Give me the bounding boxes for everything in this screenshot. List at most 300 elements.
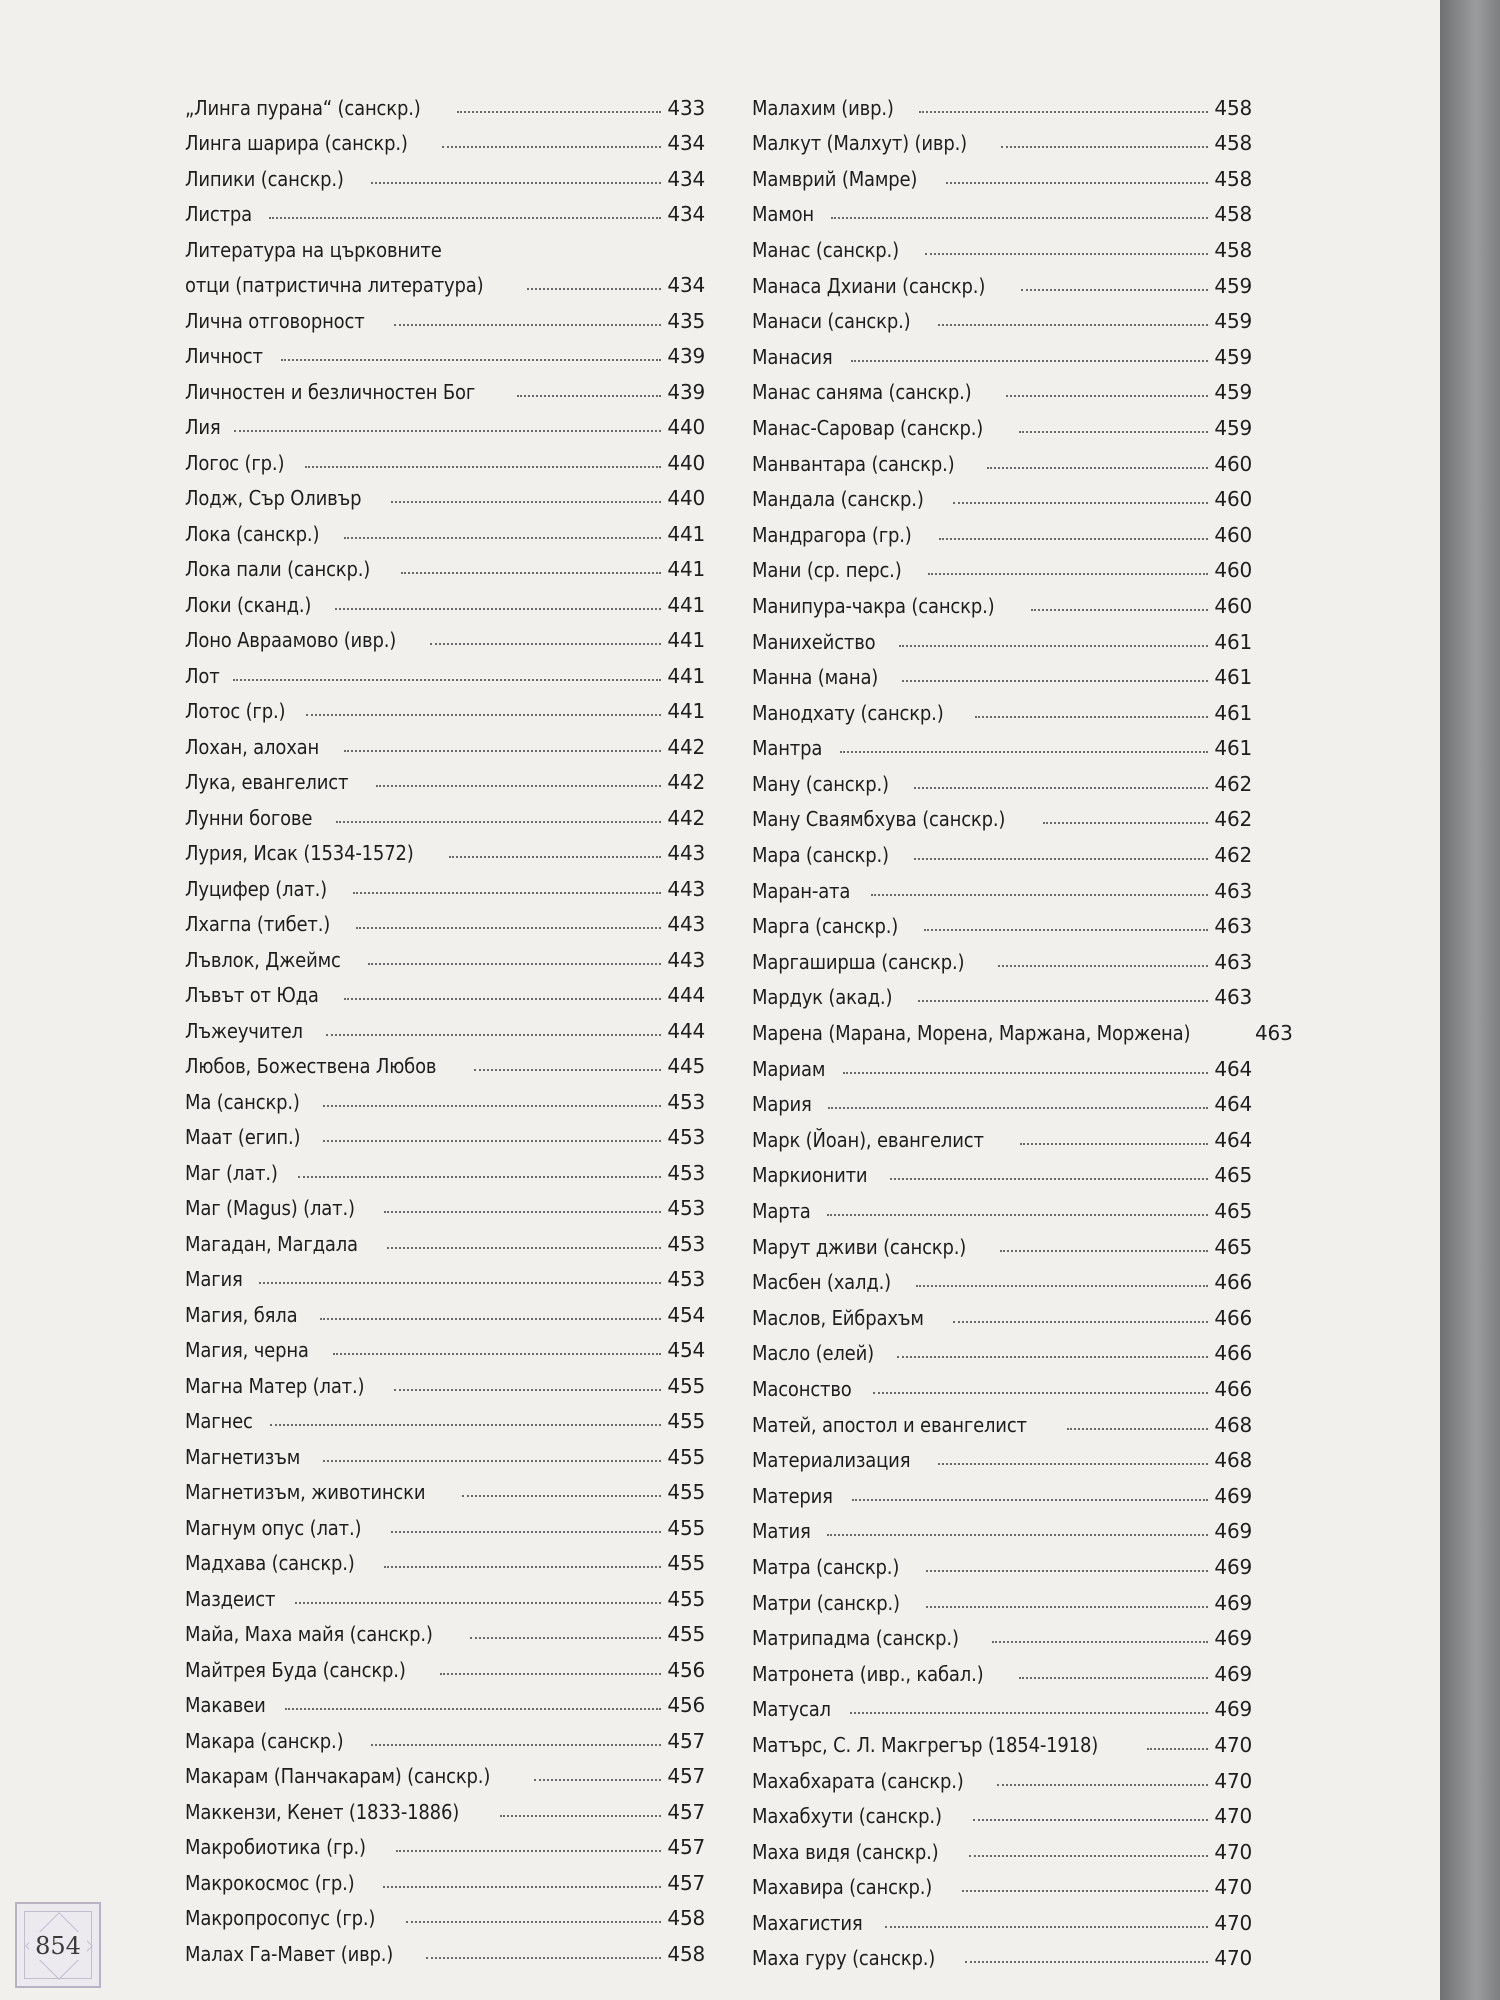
index-term: Материализация [752,1448,911,1473]
index-term: Магия, бяла [185,1302,298,1327]
index-page-number: 459 [1214,344,1252,369]
dot-leader [975,716,1209,718]
index-term: Мария [752,1092,812,1117]
index-entry [185,437,705,473]
index-entry [752,367,1252,403]
index-page-number: 434 [667,166,705,191]
index-entry [185,1502,705,1538]
index-term: Личност [185,344,263,368]
dot-leader [356,927,661,929]
dot-leader [462,1495,661,1497]
index-page-number: 457 [667,1764,705,1788]
index-entry [185,260,705,296]
index-page-number: 455 [667,1586,705,1611]
dot-leader [474,1069,661,1071]
index-term: Маздеист [185,1586,276,1611]
index-entry [752,1079,1252,1115]
index-term: Лока (санскр.) [185,521,320,546]
dot-leader [371,1744,661,1746]
index-entry [185,1573,705,1609]
index-entry [752,1150,1252,1186]
dot-leader [281,359,661,361]
index-page-number: 454 [667,1338,705,1362]
index-column-right [752,82,1293,1971]
index-entry [752,118,1252,154]
dot-leader [897,1356,1208,1358]
index-term: Мара (санскр.) [752,843,889,868]
index-page-number: 441 [667,521,705,546]
index-term: Магнум опус (лат.) [185,1515,362,1540]
dot-leader [344,537,661,539]
index-page-number: 461 [1214,700,1252,725]
index-entry [185,1254,705,1290]
index-term: Манипура-чакра (санскр.) [752,593,995,618]
index-term: Магнетизъм, животински [185,1480,426,1504]
index-entry [752,1470,1252,1506]
index-term: Лот [185,663,220,688]
index-entry [752,1862,1252,1898]
index-term: Мандала (санскр.) [752,487,924,512]
dot-leader [470,1637,661,1639]
index-page-number: 441 [667,628,705,652]
index-term: Макрокосмос (гр.) [185,1870,355,1895]
dot-leader [335,608,661,610]
index-entry [185,1786,705,1822]
index-page-number: 464 [1214,1127,1252,1152]
index-term: Марк (Йоан), евангелист [752,1127,984,1152]
index-page-number: 459 [1214,415,1252,440]
index-page-number: 440 [667,450,705,475]
index-entry [752,1328,1252,1364]
index-page-number: 458 [1214,237,1252,262]
index-entry [185,82,705,118]
index-term: Малахим (ивр.) [752,95,894,120]
index-term: Малах Га-Мавет (ивр.) [185,1941,394,1966]
dot-leader [442,146,661,148]
dot-leader [387,1247,661,1249]
dot-leader [871,894,1208,896]
index-term: Материя [752,1483,833,1508]
index-page-number: 469 [1214,1519,1252,1544]
dot-leader [430,643,662,645]
dot-leader [973,1819,1209,1821]
index-entry [185,366,705,402]
index-page-number: 459 [1214,309,1252,334]
index-term: Магнетизъм [185,1444,301,1469]
index-entry [185,579,705,615]
dot-leader [925,253,1208,255]
index-term: Майа, Маха майя (санскр.) [185,1622,433,1646]
dot-leader [843,1072,1208,1074]
index-term: Матърс, С. Л. Макгрегър (1854-1918) [752,1732,1099,1757]
index-page-number: 442 [667,734,705,759]
dot-leader [394,324,661,326]
index-entry [185,189,705,225]
index-page-number: 453 [667,1267,705,1291]
dot-leader [401,572,662,574]
index-term: Личностен и безличностен Бог [185,379,476,404]
index-term: Линга шарира (санскр.) [185,131,408,155]
dot-leader [383,1886,661,1888]
index-entry [752,972,1252,1008]
dot-leader [368,963,661,965]
index-page-number: 444 [667,983,705,1007]
index-page-number: 453 [667,1125,705,1149]
index-term: Липики (санскр.) [185,166,344,191]
dot-leader [527,288,662,290]
index-term: Матри (санскр.) [752,1590,900,1615]
index-page-number: 441 [667,663,705,688]
dot-leader [449,856,661,858]
dot-leader [1006,395,1209,397]
dot-leader [344,998,662,1000]
index-page-number: 455 [667,1409,705,1433]
index-page-number: 442 [667,770,705,794]
dot-leader [914,787,1208,789]
dot-leader [517,395,661,397]
index-term: Маслов, Ейбрахъм [752,1305,924,1330]
index-entry [752,296,1252,332]
index-entry [185,508,705,544]
index-term: Масонство [752,1376,852,1401]
index-term: Мардук (акад.) [752,985,893,1010]
dot-leader [987,467,1208,469]
index-term: Макарам (Панчакарам) (санскр.) [185,1764,491,1788]
index-entry [752,1043,1252,1079]
index-page-number: 457 [667,1799,705,1824]
dot-leader [939,538,1208,540]
dot-leader [500,1815,662,1817]
dot-leader [852,1499,1209,1501]
index-term: Лука, евангелист [185,770,349,794]
index-entry [185,1928,705,1964]
index-entry [185,1112,705,1148]
dot-leader [376,785,661,787]
index-entry [752,865,1252,901]
dot-leader [259,1282,661,1284]
index-entry [185,899,705,935]
index-entry [752,1292,1252,1328]
index-term: „Линга пурана“ (санскр.) [185,95,421,120]
dot-leader [305,466,661,468]
index-entry [185,1715,705,1751]
index-entry [752,402,1252,438]
index-entry [752,1185,1252,1221]
dot-leader [938,324,1208,326]
index-term: Лодж, Сър Оливър [185,486,362,510]
index-entry [752,829,1252,868]
dot-leader [992,1641,1209,1643]
index-term: Ману (санскр.) [752,771,889,796]
index-term: Макробиотика (гр.) [185,1835,366,1859]
dot-leader [333,1353,662,1355]
index-page-number: 457 [667,1870,705,1895]
index-term: отци (патристична литература) [185,273,484,297]
index-term: Мантра [752,736,823,761]
index-entry [752,1613,1252,1649]
index-term: Майтрея Буда (санскр.) [185,1657,406,1682]
index-page-number: 464 [1214,1056,1252,1081]
dot-leader [234,430,661,432]
index-page-number: 468 [1214,1412,1252,1437]
dot-leader [1020,1143,1209,1145]
index-entry [752,901,1252,937]
index-term: Маккензи, Кенет (1833-1886) [185,1799,460,1824]
index-term: Лхагпа (тибет.) [185,912,331,936]
index-page-number: 455 [667,1480,705,1504]
dot-leader [306,714,661,716]
index-entry [185,792,705,828]
dot-leader [426,1957,661,1959]
dot-leader [353,892,662,894]
index-page-number: 456 [667,1693,705,1717]
index-page-number: 433 [667,95,705,120]
index-term: Манас (санскр.) [752,237,899,262]
index-entry [752,82,1252,118]
index-page-number: 444 [667,1018,705,1043]
index-entry [185,1396,705,1432]
index-term: Манаси (санскр.) [752,309,911,334]
dot-leader [890,1178,1208,1180]
dot-leader [926,1570,1209,1572]
index-entry [752,580,1252,616]
index-entry [185,1467,705,1503]
index-term: Маха гуру (санскр.) [752,1946,936,1971]
index-page-number: 466 [1214,1376,1252,1401]
index-entry [752,794,1252,830]
index-page-number: 453 [667,1160,705,1185]
dot-leader [1019,1677,1208,1679]
index-page-number: 466 [1214,1270,1252,1295]
index-term: Манас-Саровар (санскр.) [752,415,984,440]
index-page-number: 443 [667,841,705,865]
dot-leader [827,1214,1208,1216]
index-page-number: 456 [667,1657,705,1682]
dot-leader [1031,609,1208,611]
index-term: Маг (Magus) (лат.) [185,1196,355,1220]
dot-leader [953,502,1209,504]
index-entry [185,1005,705,1041]
index-page-number: 435 [667,308,705,333]
index-page-number: 455 [667,1373,705,1398]
index-entry [185,615,705,651]
index-entry [185,1041,705,1077]
index-entry [752,687,1252,723]
dot-leader [457,111,662,113]
dot-leader [534,1779,661,1781]
dot-leader [840,751,1208,753]
index-page-number: 458 [1214,202,1252,227]
index-page-number: 439 [667,379,705,404]
index-entry [185,1325,705,1361]
dot-leader [965,1961,1208,1963]
index-page-number: 457 [667,1835,705,1859]
index-page-number: 461 [1214,629,1252,654]
dot-leader [323,1105,662,1107]
dot-leader [1147,1748,1209,1750]
index-entry [752,758,1252,794]
index-entry [185,402,705,438]
dot-leader [295,1602,661,1604]
index-page-number: 462 [1214,843,1252,868]
index-term: Марут дживи (санскр.) [752,1234,967,1259]
dot-leader [233,679,661,681]
index-entry [752,1648,1252,1684]
index-entry [185,650,705,686]
index-page-number: 458 [1214,95,1252,120]
dot-leader [1019,431,1209,433]
index-page-number: 459 [1214,380,1252,405]
dot-leader [850,1712,1209,1714]
index-term: Логос (гр.) [185,450,285,475]
index-term: Мани (ср. перс.) [752,558,902,583]
index-entry [185,1609,705,1645]
index-entry [752,1541,1252,1577]
index-page-number: 463 [1214,985,1252,1010]
index-page-number: 462 [1214,807,1252,832]
dot-leader [384,1566,662,1568]
index-entry [752,474,1252,510]
index-page-number: 460 [1214,558,1252,583]
index-term: Матия [752,1519,811,1544]
index-page-number: 457 [667,1728,705,1753]
dot-leader [1021,289,1208,291]
index-entry [752,1826,1252,1862]
index-entry [185,721,705,757]
dot-leader [323,1460,662,1462]
index-page-number: 461 [1214,665,1252,690]
index-term: Листра [185,202,252,226]
index-entry [752,331,1252,367]
index-page-number: 469 [1214,1554,1252,1579]
dot-leader [371,182,661,184]
index-page-number: 453 [667,1089,705,1114]
dot-leader [851,360,1208,362]
index-entry [752,652,1252,688]
index-entry [752,260,1252,296]
dot-leader [1067,1428,1208,1430]
index-term: Маг (лат.) [185,1160,278,1185]
dot-leader [323,1140,661,1142]
index-page-number: 469 [1214,1697,1252,1722]
index-term: Манасия [752,344,833,369]
index-entry [752,545,1252,581]
index-page-number: 441 [667,699,705,723]
dot-leader [384,1211,662,1213]
index-term: Магнес [185,1409,253,1433]
index-entry [185,473,705,509]
dot-leader [269,217,661,219]
index-entry [752,936,1252,972]
index-entry [185,1644,705,1680]
index-page-number: 460 [1214,522,1252,547]
index-term: Манодхату (санскр.) [752,700,944,725]
dot-leader [831,217,1209,219]
index-entry [185,153,705,189]
index-page-number: 458 [1214,131,1252,156]
index-entry [752,1007,1293,1046]
dot-leader [946,182,1209,184]
index-entry [185,1893,705,1929]
dot-leader [953,1321,1209,1323]
index-term: Магия [185,1267,243,1291]
dot-leader [1001,146,1209,148]
index-page-number: 453 [667,1231,705,1256]
index-page-number: 469 [1214,1661,1252,1686]
index-page-number: 460 [1214,487,1252,512]
dot-leader [298,1176,661,1178]
dot-leader [1043,822,1208,824]
index-entry [752,1791,1252,1827]
index-term: Махабхути (санскр.) [752,1804,942,1829]
index-page-number: 463 [1214,914,1252,939]
index-entry [752,1435,1252,1471]
index-entry [752,224,1252,260]
index-page-number: 465 [1214,1163,1252,1188]
index-entry [185,1183,705,1219]
index-term: Маран-ата [752,878,851,903]
index-term: Матусал [752,1697,831,1722]
index-term: Маргаширша (санскр.) [752,949,965,974]
dot-leader [873,1392,1209,1394]
index-entry [185,1431,705,1467]
index-term: Махабхарата (санскр.) [752,1768,964,1793]
dot-leader [919,111,1208,113]
index-column-left [185,82,705,1964]
dot-leader [1000,1250,1209,1252]
index-term: Макара (санскр.) [185,1728,344,1753]
index-page-number: 459 [1214,273,1252,298]
index-entry [185,1822,705,1858]
dot-leader [998,965,1208,967]
index-term: Матей, апостол и евангелист [752,1412,1027,1437]
dot-leader [336,821,661,823]
index-page-number: 461 [1214,736,1252,761]
index-term: Лъвлок, Джеймс [185,947,341,972]
index-page-number: 454 [667,1302,705,1327]
dot-leader [902,680,1208,682]
index-entry [752,1577,1252,1613]
index-entry [185,1360,705,1396]
index-term: Мандрагора (гр.) [752,522,912,547]
index-term: Малкут (Малхут) (ивр.) [752,131,967,156]
index-page-number: 458 [667,1906,705,1930]
page-number: 854 [29,1932,87,1960]
index-entry [752,723,1252,759]
index-entry [752,1221,1252,1257]
index-entry [752,616,1252,652]
index-entry [752,1719,1252,1755]
index-term: Матра (санскр.) [752,1554,900,1579]
index-entry [185,863,705,899]
index-page-number: 470 [1214,1732,1252,1757]
index-term: Магия, черна [185,1338,309,1362]
index-term: Манихейство [752,629,876,654]
dot-leader [320,1318,661,1320]
index-page-number: 441 [667,557,705,581]
index-page-number: 455 [667,1444,705,1469]
page-edge-shadow [1440,0,1500,2000]
index-page-number: 434 [667,202,705,226]
index-page-number: 443 [667,912,705,936]
index-entry [185,1289,705,1325]
index-page-number: 470 [1214,1875,1252,1900]
index-term: Мамврий (Мамре) [752,166,918,191]
dot-leader [344,750,661,752]
index-page-number: 465 [1214,1234,1252,1259]
index-page-number: 445 [667,1054,705,1078]
index-page-number: 462 [1214,771,1252,796]
